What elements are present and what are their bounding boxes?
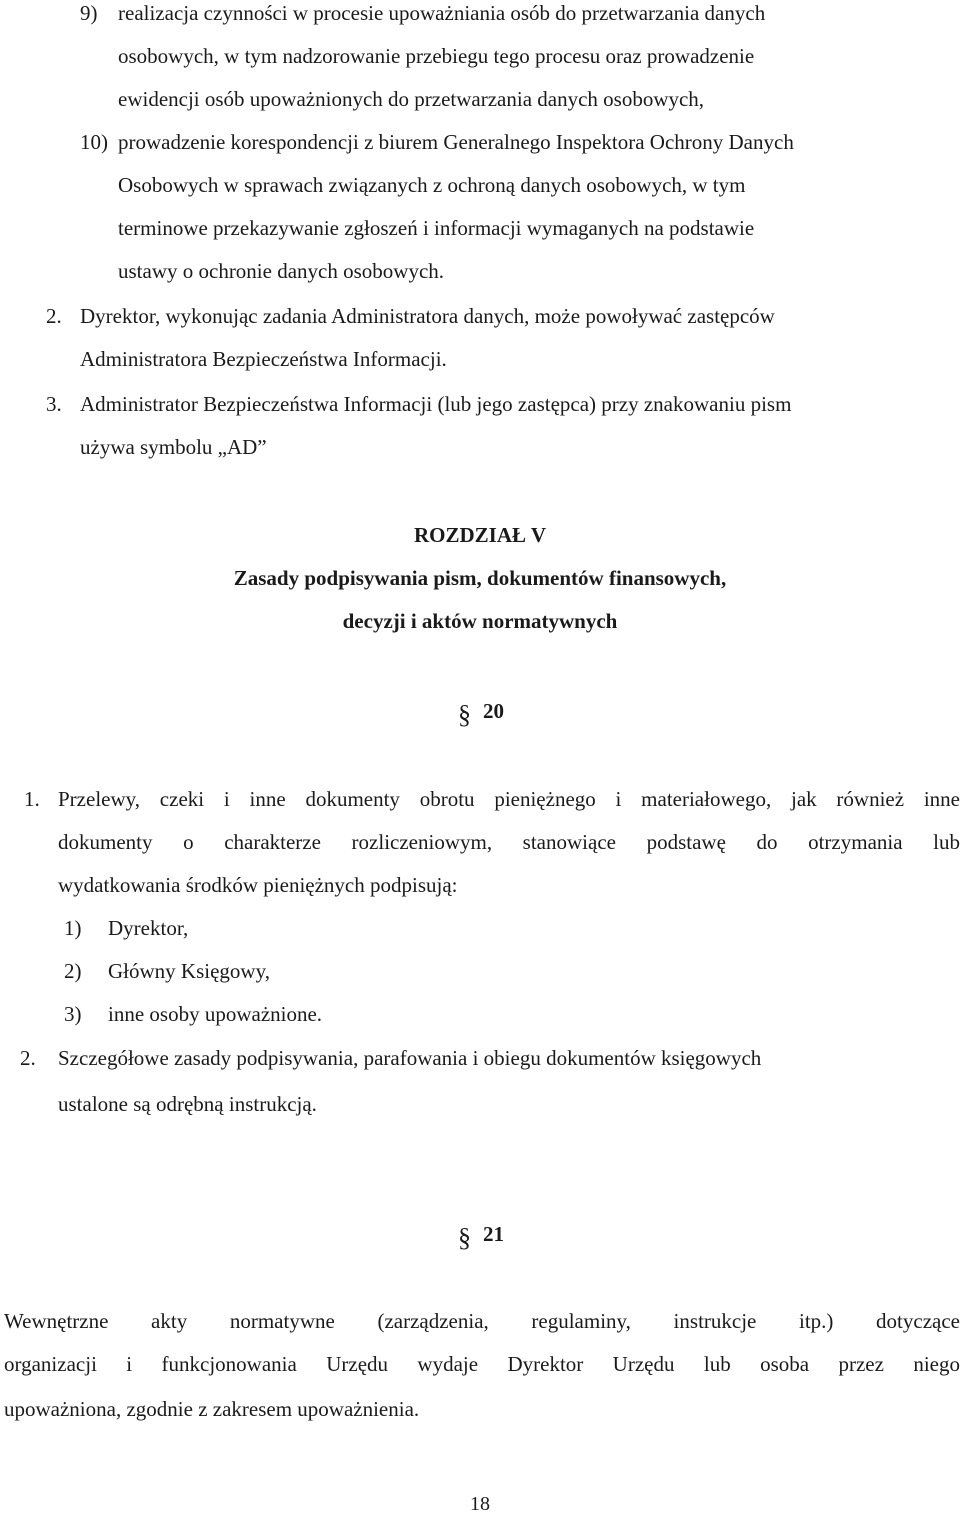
text-line: realizacja czynności w procesie upoważniania osób do przetwarzania danych xyxy=(118,1,766,25)
text-line: upoważniona, zgodnie z zakresem upoważnienia. xyxy=(4,1397,420,1421)
section-number: 21 xyxy=(483,1222,504,1246)
section-heading xyxy=(458,698,504,728)
text-line: organizacji i funkcjonowania Urzędu wydaje Dyrektor Urzędu lub osoba przez niego xyxy=(4,1352,960,1376)
point-number: 2. xyxy=(46,304,62,328)
point-number: 3. xyxy=(46,392,62,416)
text-line: Wewnętrzne akty normatywne (zarządzenia, regulaminy, instrukcje itp.) dotyczące xyxy=(4,1309,960,1333)
text-line: dokumenty o charakterze rozliczeniowym, stanowiące podstawę do otrzymania lub xyxy=(58,830,960,854)
sublist-number: 2) xyxy=(64,959,82,983)
section-number: 20 xyxy=(483,699,504,723)
text-line: prowadzenie korespondencji z biurem Generalnego Inspektora Ochrony Danych xyxy=(118,130,794,154)
section-heading xyxy=(458,1221,504,1251)
page-number: 18 xyxy=(470,1493,490,1515)
chapter-subtitle: Zasady podpisywania pism, dokumentów finansowych, xyxy=(233,566,727,590)
sublist-number: 1) xyxy=(64,916,82,940)
text-line: ustawy o ochronie danych osobowych. xyxy=(118,259,445,283)
list-number: 9) xyxy=(80,1,98,25)
list-number: 10) xyxy=(80,130,108,154)
text-line: ewidencji osób upoważnionych do przetwarzania danych osobowych, xyxy=(118,87,705,111)
text-line: Osobowych w sprawach związanych z ochroną danych osobowych, w tym xyxy=(118,173,746,197)
text-line: Administrator Bezpieczeństwa Informacji (lub jego zastępca) przy znakowaniu pism xyxy=(80,392,792,416)
text-line: wydatkowania środków pieniężnych podpisują: xyxy=(58,873,458,897)
text-line: używa symbolu „AD” xyxy=(80,435,267,459)
text-line: Administratora Bezpieczeństwa Informacji. xyxy=(80,347,447,371)
text-line: Dyrektor, wykonując zadania Administratora danych, może powoływać zastępców xyxy=(80,304,775,328)
text-line: ustalone są odrębną instrukcją. xyxy=(58,1092,317,1116)
text-line: osobowych, w tym nadzorowanie przebiegu tego procesu oraz prowadzenie xyxy=(118,44,755,68)
chapter-title: ROZDZIAŁ V xyxy=(413,523,547,547)
point-number: 2. xyxy=(20,1046,36,1070)
sublist-item: inne osoby upoważnione. xyxy=(108,1002,323,1026)
chapter-subtitle: decyzji i aktów normatywnych xyxy=(342,609,618,633)
sublist-item: Dyrektor, xyxy=(108,916,189,940)
point-number: 1. xyxy=(24,787,40,811)
text-line: terminowe przekazywanie zgłoszeń i informacji wymaganych na podstawie xyxy=(118,216,755,240)
text-line: Przelewy, czeki i inne dokumenty obrotu pieniężnego i materiałowego, jak również inne xyxy=(58,787,960,811)
paragraph-symbol: § xyxy=(458,700,471,729)
sublist-number: 3) xyxy=(64,1002,82,1026)
text-line: Szczegółowe zasady podpisywania, parafowania i obiegu dokumentów księgowych xyxy=(58,1046,762,1070)
paragraph-symbol: § xyxy=(458,1223,471,1252)
sublist-item: Główny Księgowy, xyxy=(108,959,270,983)
